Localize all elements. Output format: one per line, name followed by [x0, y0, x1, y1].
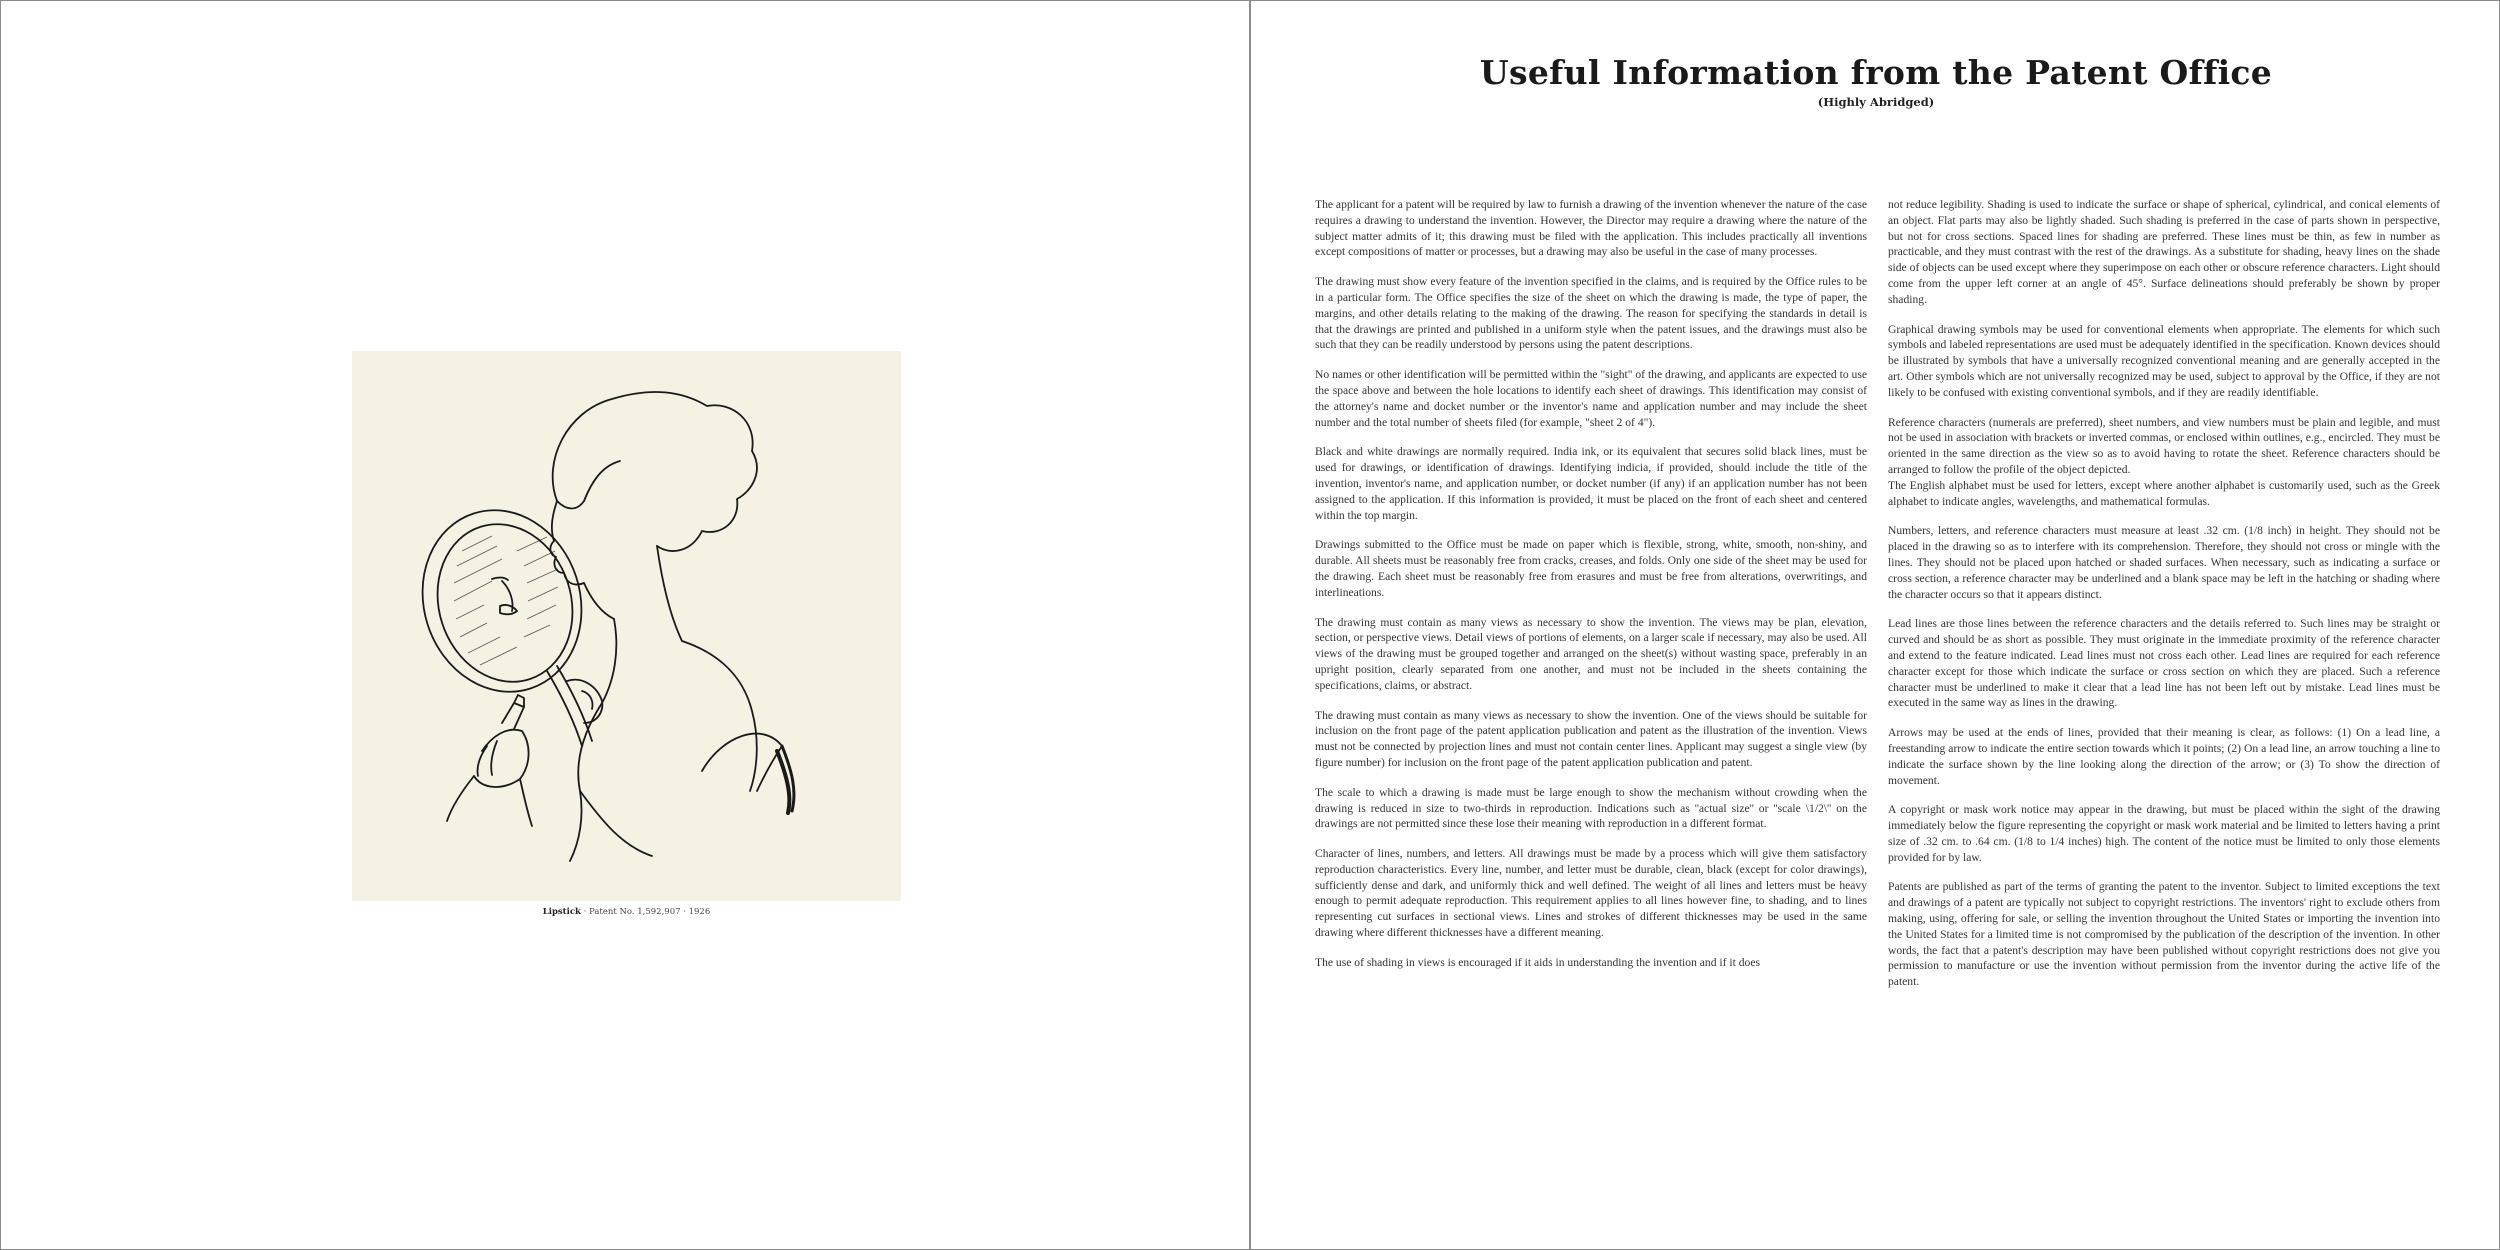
paragraph: Reference characters (numerals are preferred), sheet numbers, and view numbers must be plain and legible, and must not be used in association with brackets or inverted commas, or enclosed within outlines, e.g., encircled. They must be oriented in the same direction as the view so as to avoid having to rotate the sheet. Reference characters should be arranged to follow the profile of the object depicted. [1888, 415, 2440, 476]
paragraph: Character of lines, numbers, and letters. All drawings must be made by a process which will give them satisfactory reproduction characteristics. Every line, number, and letter must be durable, clean, black (except for color drawings), sufficiently dense and dark, and uniformly thick and well defined. The weight of all lines and letters must be heavy enough to permit adequate reproduction. This requirement applies to all lines however fine, to shading, and to lines representing cut surfaces in sectional views. Lines and strokes of different thicknesses may be used in the same drawing where different thicknesses have a different meaning. [1315, 847, 1867, 940]
right-page [1250, 0, 2500, 1250]
page-subtitle: (Highly Abridged) [1817, 95, 1935, 109]
paragraph: No names or other identification will be permitted within the "sight" of the drawing, and applicants are expected to use the space above and between the hole locations to identify each sheet of drawings. This identification may consist of the attorney's name and docket number or the inventor's name and application number and may include the sheet number and the total number of sheets filed (for example, "sheet 2 of 4"). [1315, 368, 1867, 429]
caption-name: Lipstick [542, 907, 581, 917]
paragraph: not reduce legibility. Shading is used to indicate the surface or shape of spherical, cylindrical, and conical elements of an object. Flat parts may also be lightly shaded. Such shading is preferred in the case of parts shown in perspective, but not for cross sections. Spaced lines for shading are preferred. These lines must be thin, as few in number as practicable, and they must contrast with the rest of the drawings. As a substitute for shading, heavy lines on the shade side of objects can be used except where they superimpose on each other or obscure reference characters. Light should come from the upper left corner at an angle of 45°. Surface delineations should preferably be shown by proper shading. [1888, 198, 2440, 306]
paragraph: The English alphabet must be used for letters, except where another alphabet is customarily used, such as the Greek alphabet to indicate angles, wavelengths, and mathematical formulas. [1888, 478, 2440, 508]
paragraph: The drawing must show every feature of the invention specified in the claims, and is required by the Office rules to be in a particular form. The Office specifies the size of the sheet on which the drawing is made, the type of paper, the margins, and other details relating to the making of the drawing. The reason for specifying the standards in detail is that the drawings are printed and published in a uniform style when the patent issues, and the drawings must also be such that they can be readily understood by persons using the patent descriptions. [1315, 275, 1867, 352]
paragraph: Drawings submitted to the Office must be made on paper which is flexible, strong, white, smooth, non-shiny, and durable. All sheets must be reasonably free from cracks, creases, and folds. Only one side of the sheet may be used for the drawing. Each sheet must be reasonably free from erasures and must be free from alterations, overwritings, and interlineations. [1315, 538, 1867, 599]
paragraph: The applicant for a patent will be required by law to furnish a drawing of the invention whenever the nature of the case requires a drawing to understand the invention. However, the Director may require a drawing where the nature of the subject matter admits of it; this drawing must be filed with the application. This includes practically all inventions except compositions of matter or processes, but a drawing may also be useful in the case of many processes. [1315, 198, 1867, 259]
paragraph: Lead lines are those lines between the reference characters and the details referred to. Such lines may be straight or curved and should be as short as possible. They must originate in the immediate proximity of the reference character and extend to the feature indicated. Lead lines must not cross each other. Lead lines are required for each reference character except for those which indicate the surface or cross section on which they are placed. Such a reference character must be underlined to make it clear that a lead line has not been left out by mistake. Lead lines must be executed in the same way as lines in the drawing. [1888, 617, 2440, 710]
paragraph: The use of shading in views is encouraged if it aids in understanding the invention and if it does [1315, 955, 1760, 969]
paragraph: A copyright or mask work notice may appear in the drawing, but must be placed within the sight of the drawing immediately below the figure representing the copyright or mask work material and be limited to letters having a print size of .32 cm. to .64 cm. (1/8 to 1/4 inches) high. The content of the notice must be limited to only those elements provided for by law. [1888, 803, 2440, 864]
paragraph: The drawing must contain as many views as necessary to show the invention. The views may be plan, elevation, section, or perspective views. Detail views of portions of elements, on a larger scale if necessary, may also be used. All views of the drawing must be grouped together and arranged on the sheet(s) without wasting space, preferably in an upright position, clearly separated from one another, and must not be included in the sheets containing the specifications, claims, or abstract. [1315, 615, 1867, 692]
caption-detail: · Patent No. 1,592,907 · 1926 [583, 907, 711, 917]
text-column-right [1888, 197, 2440, 1004]
paragraph: Patents are published as part of the terms of granting the patent to the inventor. Subject to limited exceptions the text and drawings of a patent are typically not subject to copyright restrictions. The inventors' right to exclude others from making, using, offering for sale, or selling the invention throughout the United States or importing the invention into the United States for a limited time is not compromised by the publication of the description of the invention. In other words, the fact that a patent's description may have been published without copyright restrictions does not give you permission to manufacture or use the invention without permission from the inventor during the active life of the patent. [1888, 880, 2440, 989]
paragraph: Black and white drawings are normally required. India ink, or its equivalent that secures solid black lines, must be used for drawings, or identification of drawings. Identifying indicia, if provided, should include the title of the invention, inventor's name, and application number, or docket number (if any) if an application number has not been assigned to the application. If this information is provided, it must be placed on the front of each sheet and centered within the top margin. [1315, 445, 1867, 522]
text-column-left [1315, 197, 1867, 985]
paragraph: Graphical drawing symbols may be used for conventional elements when appropriate. The elements for which such symbols and labeled representations are used must be adequately identified in the specification. Known devices should be illustrated by symbols that have a universally recognized conventional meaning and are generally accepted in the art. Other symbols which are not universally recognized may be used, subject to approval by the Office, if they are not likely to be confused with existing conventional symbols, and if they are readily identifiable. [1888, 322, 2440, 399]
paragraph: Numbers, letters, and reference characters must measure at least .32 cm. (1/8 inch) in height. They should not be placed in the drawing so as to interfere with its comprehension. Therefore, they should not cross or mingle with the lines. They should not be placed upon hatched or shaded surfaces. When necessary, such as indicating a surface or cross section, a reference character may be underlined and a blank space may be left in the hatching or shading where the character occurs so that it appears distinct. [1888, 524, 2440, 601]
paragraph: Arrows may be used at the ends of lines, provided that their meaning is clear, as follows: (1) On a lead line, a freestanding arrow to indicate the entire section towards which it points; (2) On a lead line, an arrow touching a line to indicate the surface shown by the line looking along the direction of the arrow; or (3) To show the direction of movement. [1888, 726, 2440, 787]
figure-caption [352, 907, 901, 917]
page-title: Useful Information from the Patent Office [1479, 53, 2273, 92]
paragraph: The drawing must contain as many views as necessary to show the invention. One of the views should be suitable for inclusion on the front page of the patent application publication and patent as the illustration of the invention. Views must not be connected by projection lines and must not contain center lines. Applicant may suggest a single view (by figure number) for inclusion on the front page of the patent application publication and patent. [1315, 708, 1867, 769]
woman-with-mirror-drawing [352, 351, 901, 901]
patent-illustration [352, 351, 901, 901]
paragraph: The scale to which a drawing is made must be large enough to show the mechanism without crowding when the drawing is reduced in size to two-thirds in reproduction. Indications such as ''actual size'' or ''scale \1/2\'' on the drawings are not permitted since these lose their meaning with reproduction in a different format. [1315, 785, 1867, 831]
